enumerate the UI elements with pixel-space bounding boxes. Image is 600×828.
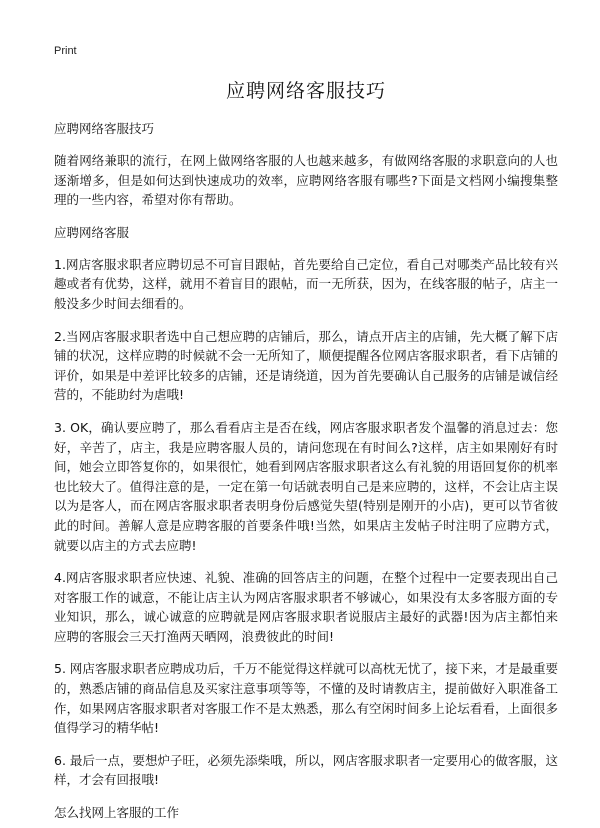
print-label[interactable]: Print bbox=[54, 45, 77, 57]
document-title: 应聘网络客服技巧 bbox=[225, 80, 386, 102]
tip-paragraph-2: 2.当网店客服求职者选中自己想应聘的店铺后，那么，请点开店主的店铺，先大概了解下店铺的状况，这样应聘的时候就不会一无所知了，顺便提醒各位网店客服求职者，看下店铺的评价，如果是中差评比较多的店铺，还是请绕道，因为首先要确认自己服务的店铺是诚信经营的，不能助纣为虐哦! bbox=[54, 328, 558, 403]
tip-paragraph-4: 4.网店客服求职者应快速、礼貌、准确的回答店主的问题，在整个过程中一定要表现出自己对客服工作的诚意，不能让店主认为网店客服求职者不够诚心，如果没有太多客服方面的专业知识，那么，诚心诚意的应聘就是网店客服求职者说服店主最好的武器!因为店主都怕来应聘的客服会三天打渔两天晒网，浪费彼此的时间! bbox=[54, 570, 558, 644]
section-heading: 应聘网络客服技巧 bbox=[54, 121, 155, 136]
tip-paragraph-6: 6. 最后一点，要想炉子旺，必须先添柴哦，所以，网店客服求职者一定要用心的做客服，这样，才会有回报哦! bbox=[54, 752, 558, 788]
tip-paragraph-5: 5. 网店客服求职者应聘成功后，千万不能觉得这样就可以高枕无忧了，接下来，才是最重要的，熟悉店铺的商品信息及买家注意事项等等，不懂的及时请教店主，提前做好入职准备工作，如果网店客服求职者对客服工作不是太熟悉，那么有空闲时间多上论坛看看，上面很多值得学习的精华帖! bbox=[54, 661, 558, 736]
tip-paragraph-3: 3. OK，确认要应聘了，那么看看店主是否在线，网店客服求职者发个温馨的消息过去：您好，辛苦了，店主，我是应聘客服人员的，请问您现在有时间么?这样，店主如果刚好有时间，她会立即答复你的，如果很忙，她看到网店客服求职者这么有礼貌的用语回复你的机率也比较大了。值得注意的是，一定在第一句话就表明自己是来应聘的，这样，不会让店主误以为是客人，而在网店客服求职者表明身份后感觉失望(特别是刚开的小店)，更可以节省彼此的时间。善解人意是应聘客服的首要条件哦!当然，如果店主发帖子时注明了应聘方式，就要以店主的方式去应聘! bbox=[54, 419, 558, 553]
tip-paragraph-1: 1.网店客服求职者应聘切忌不可盲目跟帖，首先要给自己定位，看自己对哪类产品比较有兴趣或者有优势，这样，就用不着盲目的跟帖，而一无所获，因为，在线客服的帖子，店主一般没多少时间去细看的。 bbox=[54, 256, 558, 311]
intro-paragraph: 随着网络兼职的流行，在网上做网络客服的人也越来越多，有做网络客服的求职意向的人也逐渐增多，但是如何达到快速成功的效率，应聘网络客服有哪些?下面是文档网小编搜集整理的一些内容，希望对你有帮助。 bbox=[54, 153, 558, 208]
section-heading: 怎么找网上客服的工作 bbox=[54, 805, 180, 821]
section-heading: 应聘网络客服 bbox=[54, 224, 130, 240]
